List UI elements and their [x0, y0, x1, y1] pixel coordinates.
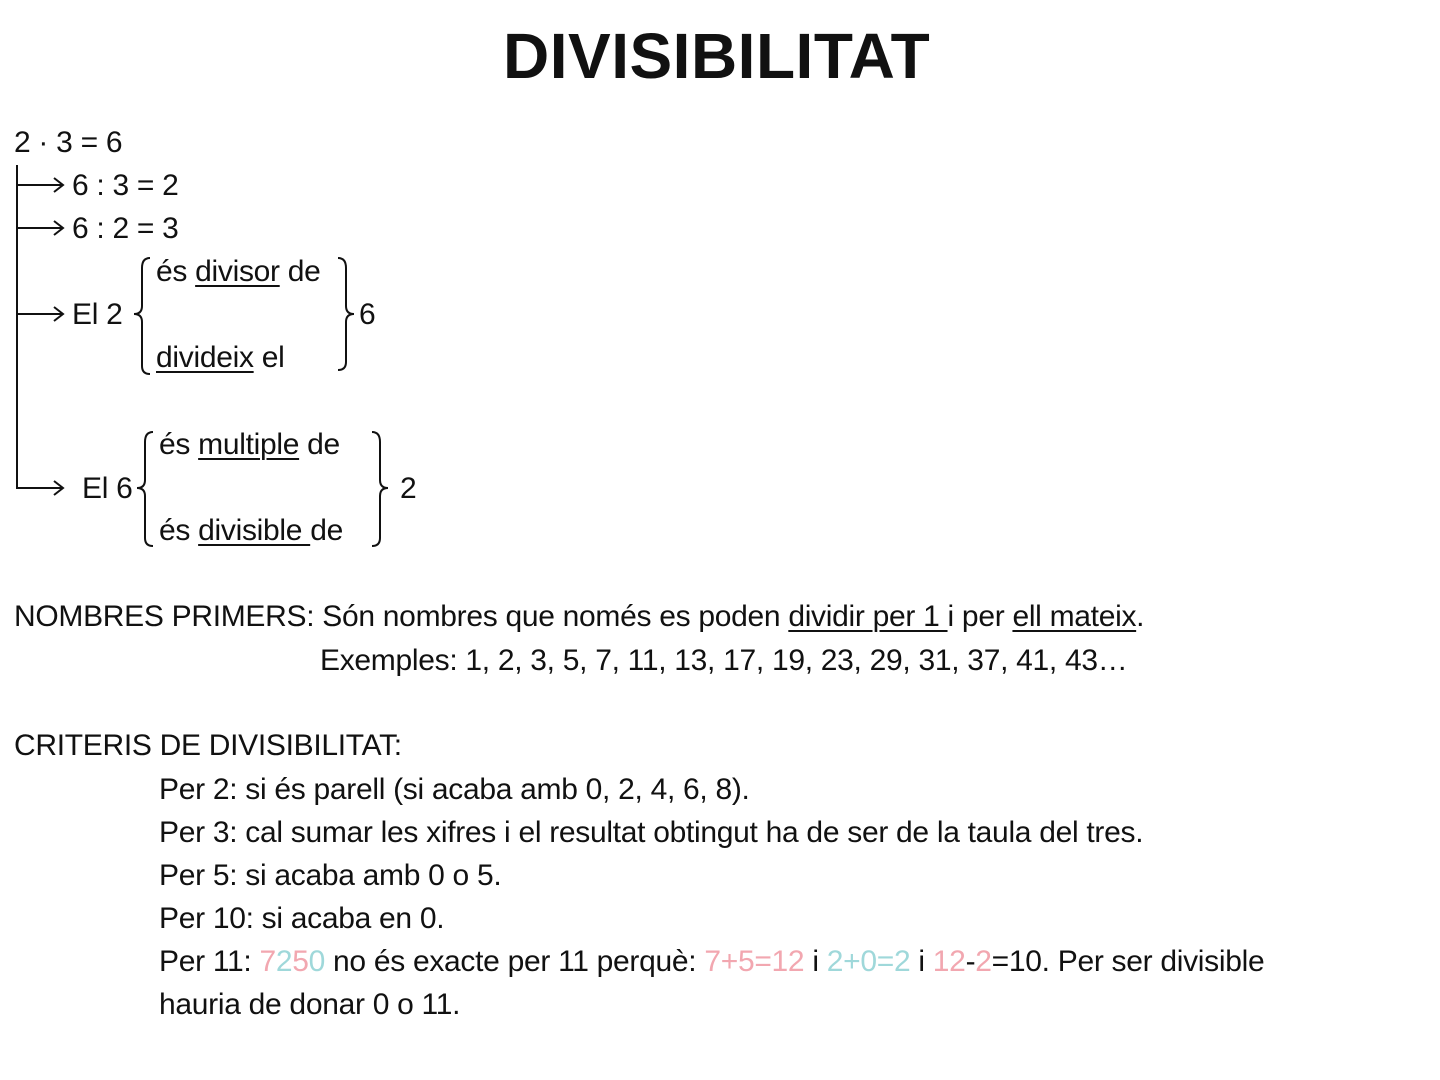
primes-def-pre: Són nombres que només es poden	[314, 600, 789, 633]
el2-top-post: de	[279, 255, 321, 288]
criterion-per-2: Per 2: si és parell (si acaba amb 0, 2, 4, 6, 8).	[159, 773, 750, 806]
primes-def-mid: i per	[947, 600, 1013, 633]
primes-label: NOMBRES PRIMERS:	[14, 600, 315, 633]
el2-left-brace	[134, 258, 150, 374]
el6-bottom-post: de	[310, 514, 343, 547]
difference-subtrahend: 2	[975, 945, 992, 978]
division-6-by-2: 6 : 2 = 3	[72, 212, 179, 245]
el6-top-phrase	[159, 430, 340, 460]
criterion-per-10: Per 10: si acaba en 0.	[159, 902, 445, 935]
el6-top-post: de	[299, 428, 340, 461]
criterion-per-11	[159, 947, 1264, 977]
per11-text-1: no és exacte per 11 perquè:	[325, 945, 705, 978]
per11-and-1: i	[804, 945, 827, 978]
el2-right-brace	[338, 258, 354, 370]
multiplication-equation: 2 · 3 = 6	[14, 126, 123, 159]
per11-and-2: i	[910, 945, 933, 978]
per11-label: Per 11:	[159, 945, 260, 978]
el2-label: El 2	[72, 298, 123, 331]
criteria-heading: CRITERIS DE DIVISIBILITAT:	[14, 729, 402, 762]
odd-position-sum: 7+5=12	[704, 945, 805, 978]
example-digit-3: 5	[292, 945, 309, 978]
multiple-word: multiple	[198, 428, 300, 461]
example-digit-1: 7	[259, 945, 276, 978]
el6-target: 2	[400, 472, 417, 505]
el2-top-phrase	[156, 257, 321, 287]
primes-definition	[14, 602, 1144, 632]
el6-bottom-pre: és	[159, 514, 199, 547]
primes-def-underline-1: dividir per 1	[788, 600, 948, 633]
page-title: DIVISIBILITAT	[503, 20, 931, 92]
el2-top-pre: és	[156, 255, 196, 288]
el2-target: 6	[359, 298, 376, 331]
tree-vertical-line	[17, 165, 63, 488]
el6-right-brace	[372, 432, 388, 546]
primes-examples: Exemples: 1, 2, 3, 5, 7, 11, 13, 17, 19, 23, 29, 31, 37, 41, 43…	[320, 644, 1128, 677]
el6-top-pre: és	[159, 428, 199, 461]
divisor-word: divisor	[195, 255, 280, 288]
el6-left-brace	[137, 432, 153, 546]
difference-minus: -	[965, 945, 976, 978]
criterion-per-11-line-2: hauria de donar 0 o 11.	[159, 988, 461, 1021]
el2-bottom-post: el	[253, 341, 285, 374]
el2-bottom-phrase	[156, 343, 284, 373]
even-position-sum: 2+0=2	[826, 945, 911, 978]
primes-def-end: .	[1136, 600, 1145, 633]
el6-bottom-phrase	[159, 516, 343, 546]
criterion-per-3: Per 3: cal sumar les xifres i el resultat obtingut ha de ser de la taula del tres.	[159, 816, 1144, 849]
division-6-by-3: 6 : 3 = 2	[72, 169, 179, 202]
primes-def-underline-2: ell mateix	[1012, 600, 1137, 633]
example-digit-2: 2	[275, 945, 293, 978]
criterion-per-5: Per 5: si acaba amb 0 o 5.	[159, 859, 502, 892]
divisible-word: divisible	[198, 514, 311, 547]
divideix-word: divideix	[156, 341, 254, 374]
per11-text-2: =10. Per ser divisible	[991, 945, 1265, 978]
difference-minuend: 12	[932, 945, 966, 978]
el6-label: El 6	[82, 472, 133, 505]
example-digit-4: 0	[308, 945, 325, 978]
